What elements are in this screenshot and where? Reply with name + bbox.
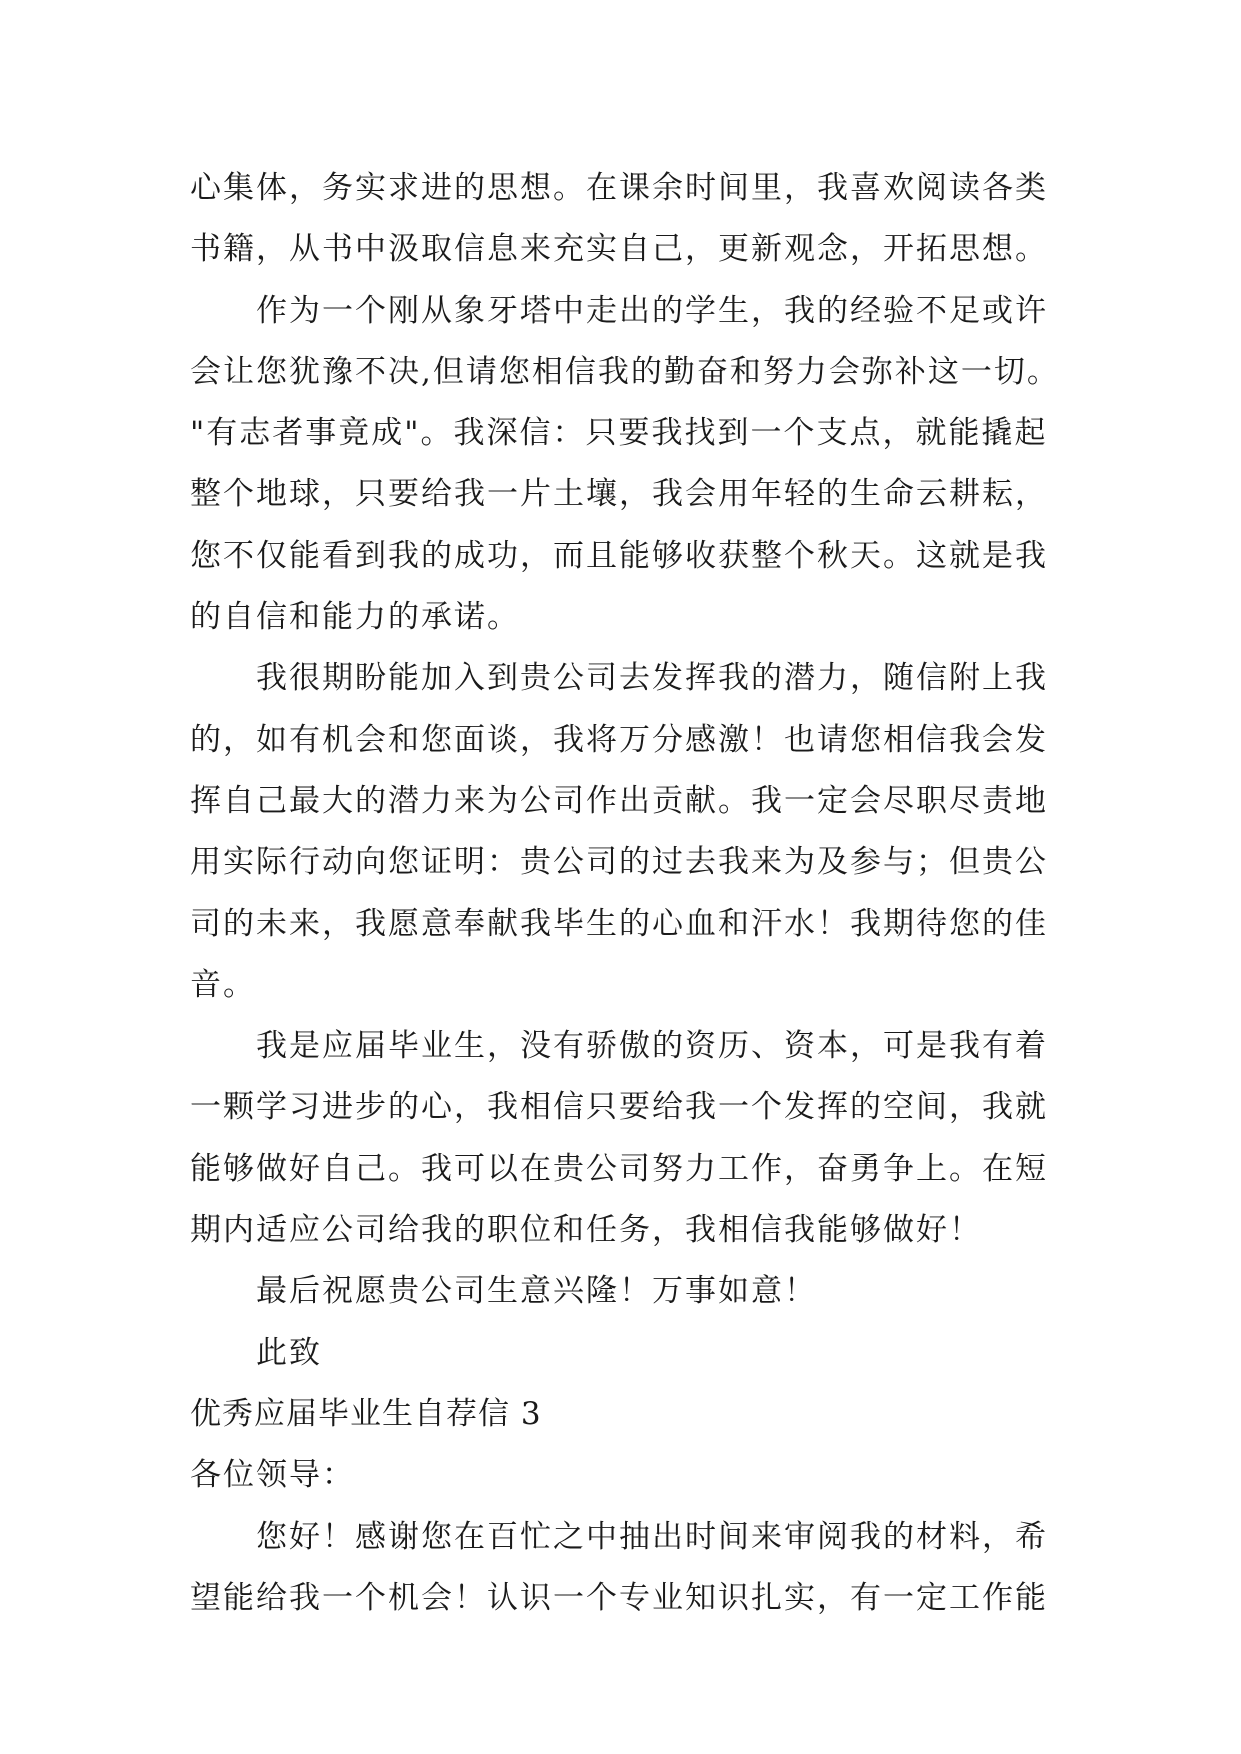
text-line: 望能给我一个机会！认识一个专业知识扎实，有一定工作能 xyxy=(190,1579,1048,1616)
text-line: 书籍，从书中汲取信息来充实自己，更新观念，开拓思想。 xyxy=(190,231,1048,268)
text-line: 司的未来，我愿意奉献我毕生的心血和汗水！我期待您的佳 xyxy=(190,905,1048,942)
text-line: 期内适应公司给我的职位和任务，我相信我能够做好！ xyxy=(190,1212,982,1249)
letter-body xyxy=(190,158,1070,1629)
text-line: 挥自己最大的潜力来为公司作出贡献。我一定会尽职尽责地 xyxy=(190,782,1048,819)
text-line: 整个地球，只要给我一片土壤，我会用年轻的生命云耕耘， xyxy=(190,476,1048,513)
text-line: 的，如有机会和您面谈，我将万分感激！也请您相信我会发 xyxy=(190,721,1048,758)
text-line: 一颗学习进步的心，我相信只要给我一个发挥的空间，我就 xyxy=(190,1089,1048,1126)
section-title: 优秀应届毕业生自荐信 3 xyxy=(190,1395,542,1432)
paragraph-first-line: 我是应届毕业生，没有骄傲的资历、资本，可是我有着 xyxy=(256,1028,1048,1065)
closing-wish: 最后祝愿贵公司生意兴隆！万事如意！ xyxy=(256,1273,817,1310)
text-line: "有志者事竟成"。我深信：只要我找到一个支点，就能撬起 xyxy=(190,415,1048,452)
text-line: 音。 xyxy=(190,966,256,1003)
text-line: 用实际行动向您证明：贵公司的过去我来为及参与；但贵公 xyxy=(190,844,1048,881)
greeting: 各位领导： xyxy=(190,1457,355,1494)
text-line: 您不仅能看到我的成功，而且能够收获整个秋天。这就是我 xyxy=(190,537,1048,574)
paragraph-first-line: 作为一个刚从象牙塔中走出的学生，我的经验不足或许 xyxy=(256,292,1048,329)
salutation-closing: 此致 xyxy=(256,1334,322,1371)
text-line: 会让您犹豫不决,但请您相信我的勤奋和努力会弥补这一切。 xyxy=(190,353,1060,390)
paragraph-first-line: 您好！感谢您在百忙之中抽出时间来审阅我的材料，希 xyxy=(256,1518,1048,1555)
text-line: 的自信和能力的承诺。 xyxy=(190,599,520,636)
paragraph-first-line: 我很期盼能加入到贵公司去发挥我的潜力，随信附上我 xyxy=(256,660,1048,697)
text-line: 能够做好自己。我可以在贵公司努力工作，奋勇争上。在短 xyxy=(190,1150,1048,1187)
text-line: 心集体，务实求进的思想。在课余时间里，我喜欢阅读各类 xyxy=(190,170,1048,206)
